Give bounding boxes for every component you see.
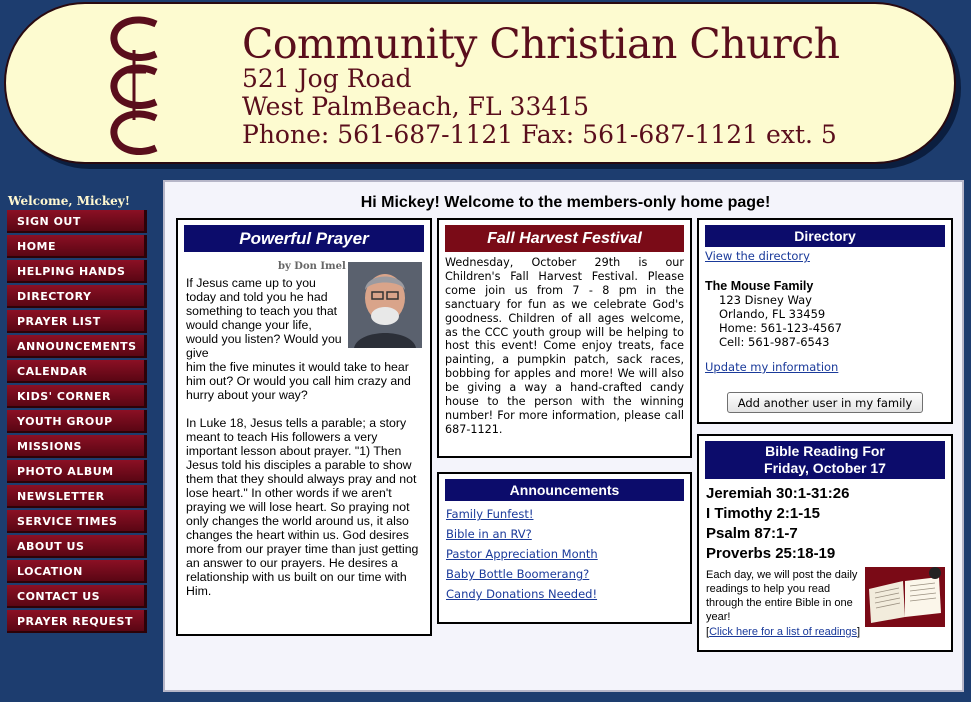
nav-about-us[interactable]: ABOUT US: [7, 535, 147, 558]
nav-sign-out[interactable]: SIGN OUT: [7, 210, 147, 233]
nav-home[interactable]: HOME: [7, 235, 147, 258]
header-banner: [4, 2, 956, 164]
main-panel: [163, 180, 964, 692]
bible-description: Each day, we will post the daily readings to help you read through the entire Bible in one year!: [706, 569, 858, 623]
announcement-link[interactable]: Baby Bottle Boomerang?: [446, 567, 590, 581]
nav-newsletter[interactable]: NEWSLETTER: [7, 485, 147, 508]
church-phone: Phone: 561-687-1121 Fax: 561-687-1121 ext. 5: [242, 120, 837, 149]
verse-reading: Jeremiah 30:1-31:26: [706, 485, 850, 502]
announcements-box: [437, 472, 692, 624]
update-info-link[interactable]: Update my information: [705, 360, 839, 374]
prayer-byline: by Don Imel: [278, 261, 346, 272]
bible-link-wrap: [706, 626, 860, 638]
family-home-phone: Home: 561-123-4567: [719, 321, 842, 335]
harvest-title: Fall Harvest Festival: [445, 225, 684, 252]
directory-title: Directory: [705, 225, 945, 247]
harvest-article: [437, 218, 692, 458]
add-family-user-button[interactable]: Add another user in my family: [727, 392, 923, 413]
nav-missions[interactable]: MISSIONS: [7, 435, 147, 458]
prayer-paragraph: If Jesus came up to you today and told you he had something to teach you that would change your life, would you listen? Would you give: [186, 276, 342, 360]
nav-helping-hands[interactable]: HELPING HANDS: [7, 260, 147, 283]
nav-contact-us[interactable]: CONTACT US: [7, 585, 147, 608]
announcement-link[interactable]: Candy Donations Needed!: [446, 587, 598, 601]
bracket-close: ]: [857, 626, 861, 638]
verse-reading: Psalm 87:1-7: [706, 525, 798, 542]
prayer-article: [176, 218, 432, 636]
bible-title-date: Friday, October 17: [764, 460, 886, 476]
family-name: The Mouse Family: [705, 279, 814, 293]
family-cell-phone: Cell: 561-987-6543: [719, 335, 830, 349]
family-street: 123 Disney Way: [719, 293, 812, 307]
welcome-text: Welcome, Mickey!: [8, 194, 131, 208]
ccc-logo-icon: [104, 10, 174, 160]
announcement-link[interactable]: Bible in an RV?: [446, 527, 532, 541]
verse-reading: Proverbs 25:18-19: [706, 545, 836, 562]
bible-title: [705, 441, 945, 479]
verse-reading: I Timothy 2:1-15: [706, 505, 820, 522]
nav-youth-group[interactable]: YOUTH GROUP: [7, 410, 147, 433]
bible-title-line1: Bible Reading For: [765, 443, 885, 459]
nav-announcements[interactable]: ANNOUNCEMENTS: [7, 335, 147, 358]
bible-reading-box: [697, 434, 953, 652]
directory-box: [697, 218, 953, 424]
announcement-link[interactable]: Pastor Appreciation Month: [446, 547, 598, 561]
announcements-title: Announcements: [445, 479, 684, 501]
page-greeting: Hi Mickey! Welcome to the members-only home page!: [360, 194, 771, 211]
announcement-link[interactable]: Family Funfest!: [446, 507, 534, 521]
church-name: Community Christian Church: [242, 20, 840, 68]
nav-calendar[interactable]: CALENDAR: [7, 360, 147, 383]
church-city: West PalmBeach, FL 33415: [242, 92, 590, 121]
nav-location[interactable]: LOCATION: [7, 560, 147, 583]
prayer-paragraph: him the five minutes it would take to hear him out? Or would you call him crazy and hurry about your way?: [186, 360, 411, 402]
verse-list: [699, 484, 951, 564]
bracket-open: [: [706, 626, 710, 638]
harvest-body: Wednesday, October 29th is our Children's Fall Harvest Festival. Please come join us from 7 - 8 pm in the sanctuary for fun as we celebrate God's goodness. Children of all ages welcome, as the CCC youth group will be helping to host this event! Come enjoy treats, face painting, a pumpkin patch, sack races, bobbing for apples and more! We will also be giving a way a hand-crafted candy house to the person with the winning number! For more information, please call 687-1121.: [445, 256, 684, 436]
nav-directory[interactable]: DIRECTORY: [7, 285, 147, 308]
open-bible-icon: [865, 567, 945, 627]
view-directory-link[interactable]: View the directory: [705, 249, 810, 263]
nav-photo-album[interactable]: PHOTO ALBUM: [7, 460, 147, 483]
prayer-title: Powerful Prayer: [184, 225, 424, 252]
readings-list-link[interactable]: Click here for a list of readings: [709, 626, 858, 638]
prayer-paragraph: In Luke 18, Jesus tells a parable; a story meant to teach His followers a very important lesson about prayer. "1) Then Jesus told his disciples a parable to show them that they should always pray and not lose heart." In other words if we aren't praying we will lose heart. So praying not only changes the world around us, it also changes the heart within us. God desires more from our prayer time than just getting an answer to our prayers. He desires a relationship with us built on our time with Him.: [186, 416, 419, 598]
nav-prayer-request[interactable]: PRAYER REQUEST: [7, 610, 147, 633]
sidebar-nav: [7, 210, 147, 635]
family-city: Orlando, FL 33459: [719, 307, 826, 321]
church-address: 521 Jog Road: [242, 64, 412, 93]
nav-prayer-list[interactable]: PRAYER LIST: [7, 310, 147, 333]
prayer-body: [186, 276, 426, 598]
nav-service-times[interactable]: SERVICE TIMES: [7, 510, 147, 533]
nav-kids-corner[interactable]: KIDS' CORNER: [7, 385, 147, 408]
